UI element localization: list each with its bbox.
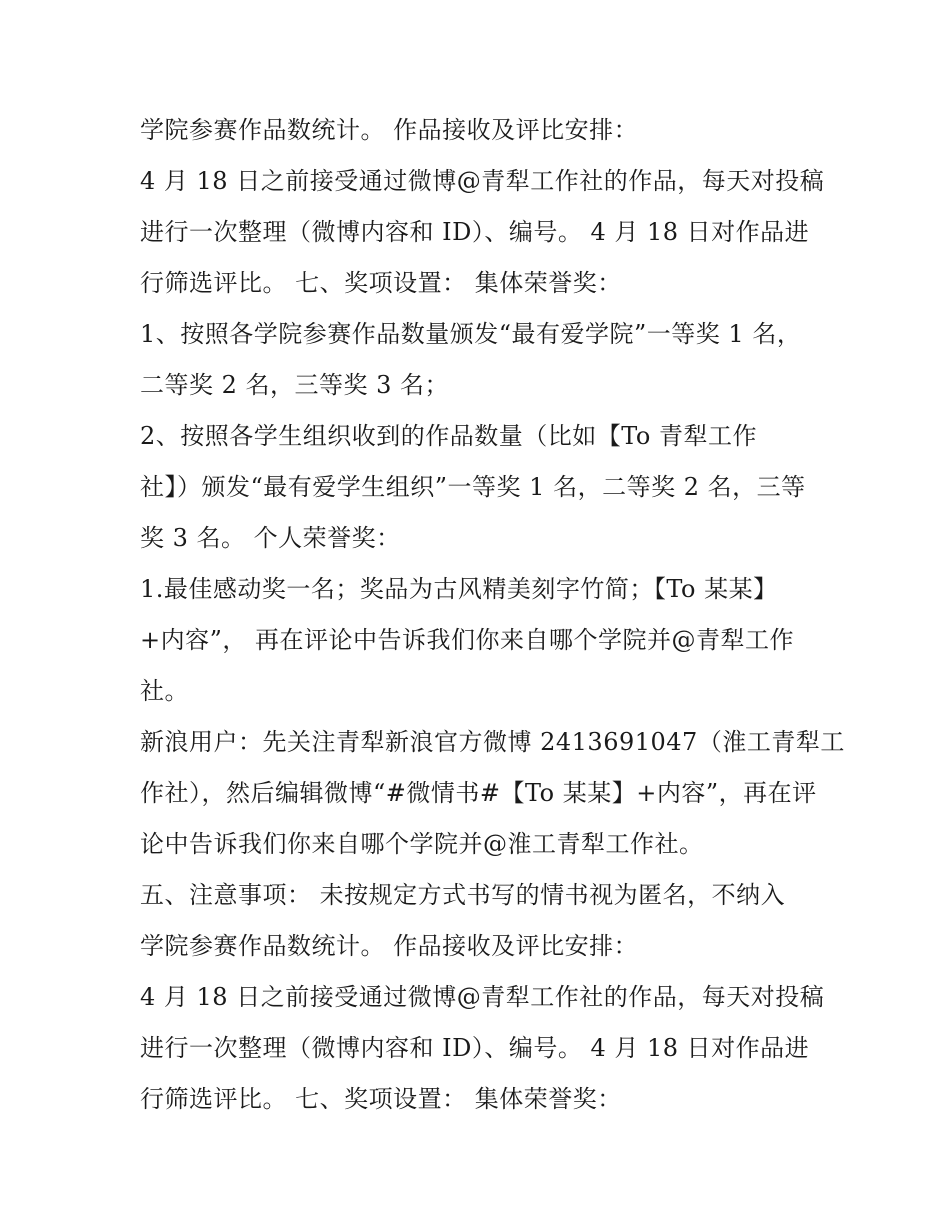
text-line: 1、按照各学院参赛作品数量颁发“最有爱学院”一等奖 1 名， <box>140 320 802 348</box>
text-line: 1.最佳感动奖一名；奖品为古风精美刻字竹简；【To 某某】 <box>140 575 778 603</box>
text-line: 社。 <box>140 677 189 705</box>
text-line: 行筛选评比。 七、奖项设置： 集体荣誉奖： <box>140 1085 622 1113</box>
text-line: 社】）颁发“最有爱学生组织”一等奖 1 名，二等奖 2 名，三等 <box>140 473 806 501</box>
text-line: 论中告诉我们你来自哪个学院并@淮工青犁工作社。 <box>140 830 704 858</box>
text-line: 五、注意事项： 未按规定方式书写的情书视为匿名，不纳入 <box>140 881 786 909</box>
text-line: 作社），然后编辑微博“#微情书#【To 某某】+内容”，再在评 <box>140 779 817 807</box>
text-line: 2、按照各学生组织收到的作品数量（比如【To 青犁工作 <box>140 422 757 450</box>
text-line: 行筛选评比。 七、奖项设置： 集体荣誉奖： <box>140 269 622 297</box>
text-line: +内容”， 再在评论中告诉我们你来自哪个学院并@青犁工作 <box>140 626 795 654</box>
text-line: 二等奖 2 名，三等奖 3 名； <box>140 371 450 399</box>
text-line: 学院参赛作品数统计。 作品接收及评比安排： <box>140 116 639 144</box>
text-line: 学院参赛作品数统计。 作品接收及评比安排： <box>140 932 639 960</box>
text-line: 进行一次整理（微博内容和 ID）、编号。 4 月 18 日对作品进 <box>140 1034 810 1062</box>
text-line: 新浪用户：先关注青犁新浪官方微博 2413691047（淮工青犁工 <box>140 728 845 756</box>
text-line: 奖 3 名。 个人荣誉奖： <box>140 524 401 552</box>
text-line: 进行一次整理（微博内容和 ID）、编号。 4 月 18 日对作品进 <box>140 218 810 246</box>
text-line: 4 月 18 日之前接受通过微博@青犁工作社的作品，每天对投稿 <box>140 167 825 195</box>
text-line: 4 月 18 日之前接受通过微博@青犁工作社的作品，每天对投稿 <box>140 983 825 1011</box>
